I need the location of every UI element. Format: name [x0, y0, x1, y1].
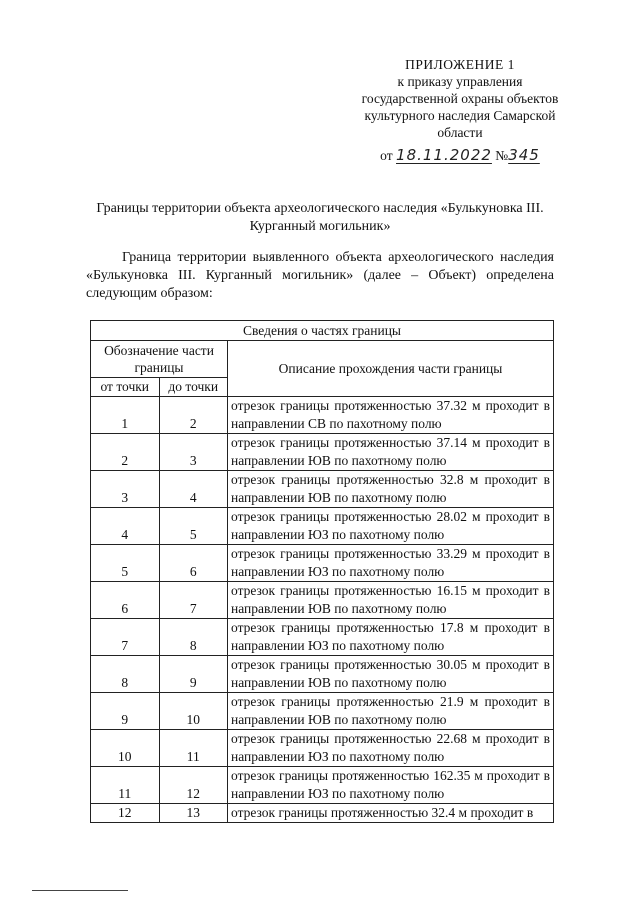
from-point-cell: 7: [91, 619, 160, 656]
description-cell: отрезок границы протяженностью 22.68 м проходит в направлении ЮЗ по пахотному полю: [228, 730, 554, 767]
table-row: [91, 730, 554, 767]
to-point-cell: 6: [159, 545, 228, 582]
to-point-cell: 11: [159, 730, 228, 767]
table-row: [91, 804, 554, 823]
from-point-cell: 5: [91, 545, 160, 582]
description-cell: отрезок границы протяженностью 21.9 м проходит в направлении ЮВ по пахотному полю: [228, 693, 554, 730]
from-point-cell: 9: [91, 693, 160, 730]
order-number: 345: [508, 146, 540, 164]
appendix-line: области: [437, 125, 483, 140]
from-point-cell: 12: [91, 804, 160, 823]
boundary-table: [90, 320, 554, 823]
from-point-cell: 10: [91, 730, 160, 767]
description-cell: отрезок границы протяженностью 17.8 м проходит в направлении ЮЗ по пахотному полю: [228, 619, 554, 656]
table-row: [91, 545, 554, 582]
to-point-cell: 2: [159, 397, 228, 434]
to-point-cell: 10: [159, 693, 228, 730]
table-row: [91, 767, 554, 804]
from-point-cell: 4: [91, 508, 160, 545]
table-row: [91, 508, 554, 545]
description-cell: отрезок границы протяженностью 162.35 м проходит в направлении ЮЗ по пахотному полю: [228, 767, 554, 804]
appendix-block: [356, 56, 564, 164]
to-point-cell: 3: [159, 434, 228, 471]
to-point-cell: 13: [159, 804, 228, 823]
to-point-cell: 5: [159, 508, 228, 545]
to-point-cell: 8: [159, 619, 228, 656]
to-point-header: до точки: [159, 378, 228, 397]
number-prefix: №: [495, 148, 509, 163]
date-prefix: от: [380, 148, 393, 163]
document-heading: [60, 200, 580, 236]
table-row: [91, 693, 554, 730]
intro-paragraph: Граница территории выявленного объекта археологического наследия «Булькуновка III. Курганный могильник» (далее – Объект) определена следующим образом:: [86, 250, 554, 301]
description-cell: отрезок границы протяженностью 33.29 м проходит в направлении ЮЗ по пахотному полю: [228, 545, 554, 582]
from-point-cell: 11: [91, 767, 160, 804]
order-date: 18.11.2022: [396, 146, 492, 164]
table-row: [91, 656, 554, 693]
order-date-line: [356, 147, 564, 164]
table-row: [91, 434, 554, 471]
footnote-divider: [32, 890, 128, 891]
from-point-cell: 2: [91, 434, 160, 471]
from-point-header: от точки: [91, 378, 160, 397]
appendix-line: к приказу управления: [397, 74, 523, 89]
from-point-cell: 8: [91, 656, 160, 693]
heading-line: Границы территории объекта археологического наследия «Булькуновка III.: [96, 201, 544, 216]
from-point-cell: 1: [91, 397, 160, 434]
to-point-cell: 9: [159, 656, 228, 693]
to-point-cell: 12: [159, 767, 228, 804]
description-cell: отрезок границы протяженностью 30.05 м проходит в направлении ЮВ по пахотному полю: [228, 656, 554, 693]
appendix-line: государственной охраны объектов: [361, 91, 559, 106]
table-row: [91, 471, 554, 508]
to-point-cell: 4: [159, 471, 228, 508]
table-row: [91, 397, 554, 434]
description-cell: отрезок границы протяженностью 32.4 м проходит в: [228, 804, 554, 823]
from-point-cell: 3: [91, 471, 160, 508]
description-cell: отрезок границы протяженностью 16.15 м проходит в направлении ЮВ по пахотному полю: [228, 582, 554, 619]
description-cell: отрезок границы протяженностью 37.32 м проходит в направлении СВ по пахотному полю: [228, 397, 554, 434]
description-cell: отрезок границы протяженностью 32.8 м проходит в направлении ЮВ по пахотному полю: [228, 471, 554, 508]
heading-line: Курганный могильник»: [249, 219, 391, 234]
table-row: [91, 619, 554, 656]
description-cell: отрезок границы протяженностью 28.02 м проходит в направлении ЮЗ по пахотному полю: [228, 508, 554, 545]
appendix-title: ПРИЛОЖЕНИЕ 1: [405, 57, 515, 72]
description-header: Описание прохождения части границы: [228, 341, 554, 397]
from-point-cell: 6: [91, 582, 160, 619]
to-point-cell: 7: [159, 582, 228, 619]
table-caption: Сведения о частях границы: [91, 321, 554, 341]
table-row: [91, 582, 554, 619]
appendix-line: культурного наследия Самарской: [364, 108, 556, 123]
designation-header: Обозначение части границы: [91, 341, 228, 378]
description-cell: отрезок границы протяженностью 37.14 м проходит в направлении ЮВ по пахотному полю: [228, 434, 554, 471]
